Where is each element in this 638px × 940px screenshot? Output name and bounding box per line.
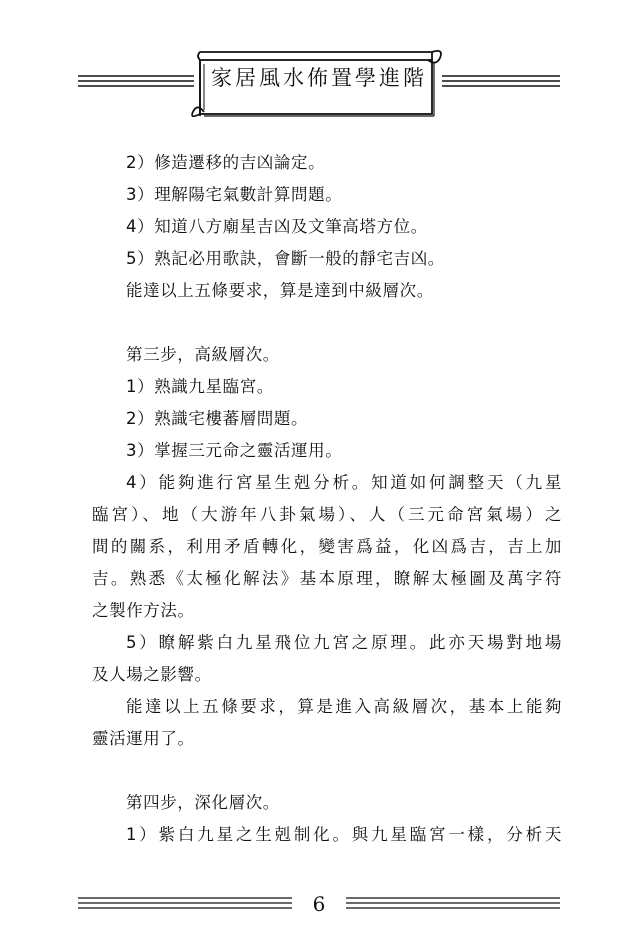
section-heading: 第四步，深化層次。 [126, 793, 280, 812]
text-line: 1）熟識九星臨宮。 [126, 377, 274, 396]
text-line: 4）能夠進行宮星生剋分析。知道如何調整天（九星 [126, 473, 562, 492]
text-line: 靈活運用了。 [92, 729, 195, 748]
text-line: 臨宮）、地（大游年八卦氣場）、人（三元命宮氣場）之 [92, 505, 562, 524]
page-title: 家居風水佈置學進階 [211, 66, 427, 90]
blank-line [92, 755, 562, 787]
text-line: 間的關系，利用矛盾轉化，變害爲益，化凶爲吉，吉上加 [92, 537, 562, 556]
text-line: 2）熟識宅樓蕃層問題。 [126, 409, 309, 428]
text-line: 5）熟記必用歌訣，會斷一般的靜宅吉凶。 [126, 249, 445, 268]
text-line: 能達以上五條要求，算是進入高級層次，基本上能夠 [126, 697, 562, 716]
text-line: 3）理解陽宅氣數計算問題。 [126, 185, 343, 204]
page-footer [0, 880, 638, 930]
text-line: 5）瞭解紫白九星飛位九宮之原理。此亦天場對地場 [126, 633, 562, 652]
text-line: 之製作方法。 [92, 601, 195, 620]
text-line: 吉。熟悉《太極化解法》基本原理，瞭解太極圖及萬字符 [92, 569, 562, 588]
body-text [92, 147, 562, 851]
text-line: 3）掌握三元命之靈活運用。 [126, 441, 343, 460]
text-line: 能達以上五條要求，算是達到中級層次。 [126, 281, 434, 300]
text-line: 1）紫白九星之生剋制化。與九星臨宮一樣，分析天 [126, 825, 562, 844]
page-number: 6 [312, 892, 326, 916]
section-heading: 第三步，高級層次。 [126, 345, 280, 364]
blank-line [92, 307, 562, 339]
text-line: 及人場之影響。 [92, 665, 212, 684]
text-line: 2）修造遷移的吉凶論定。 [126, 153, 326, 172]
text-line: 4）知道八方廟星吉凶及文筆高塔方位。 [126, 217, 428, 236]
page-header [0, 0, 638, 130]
